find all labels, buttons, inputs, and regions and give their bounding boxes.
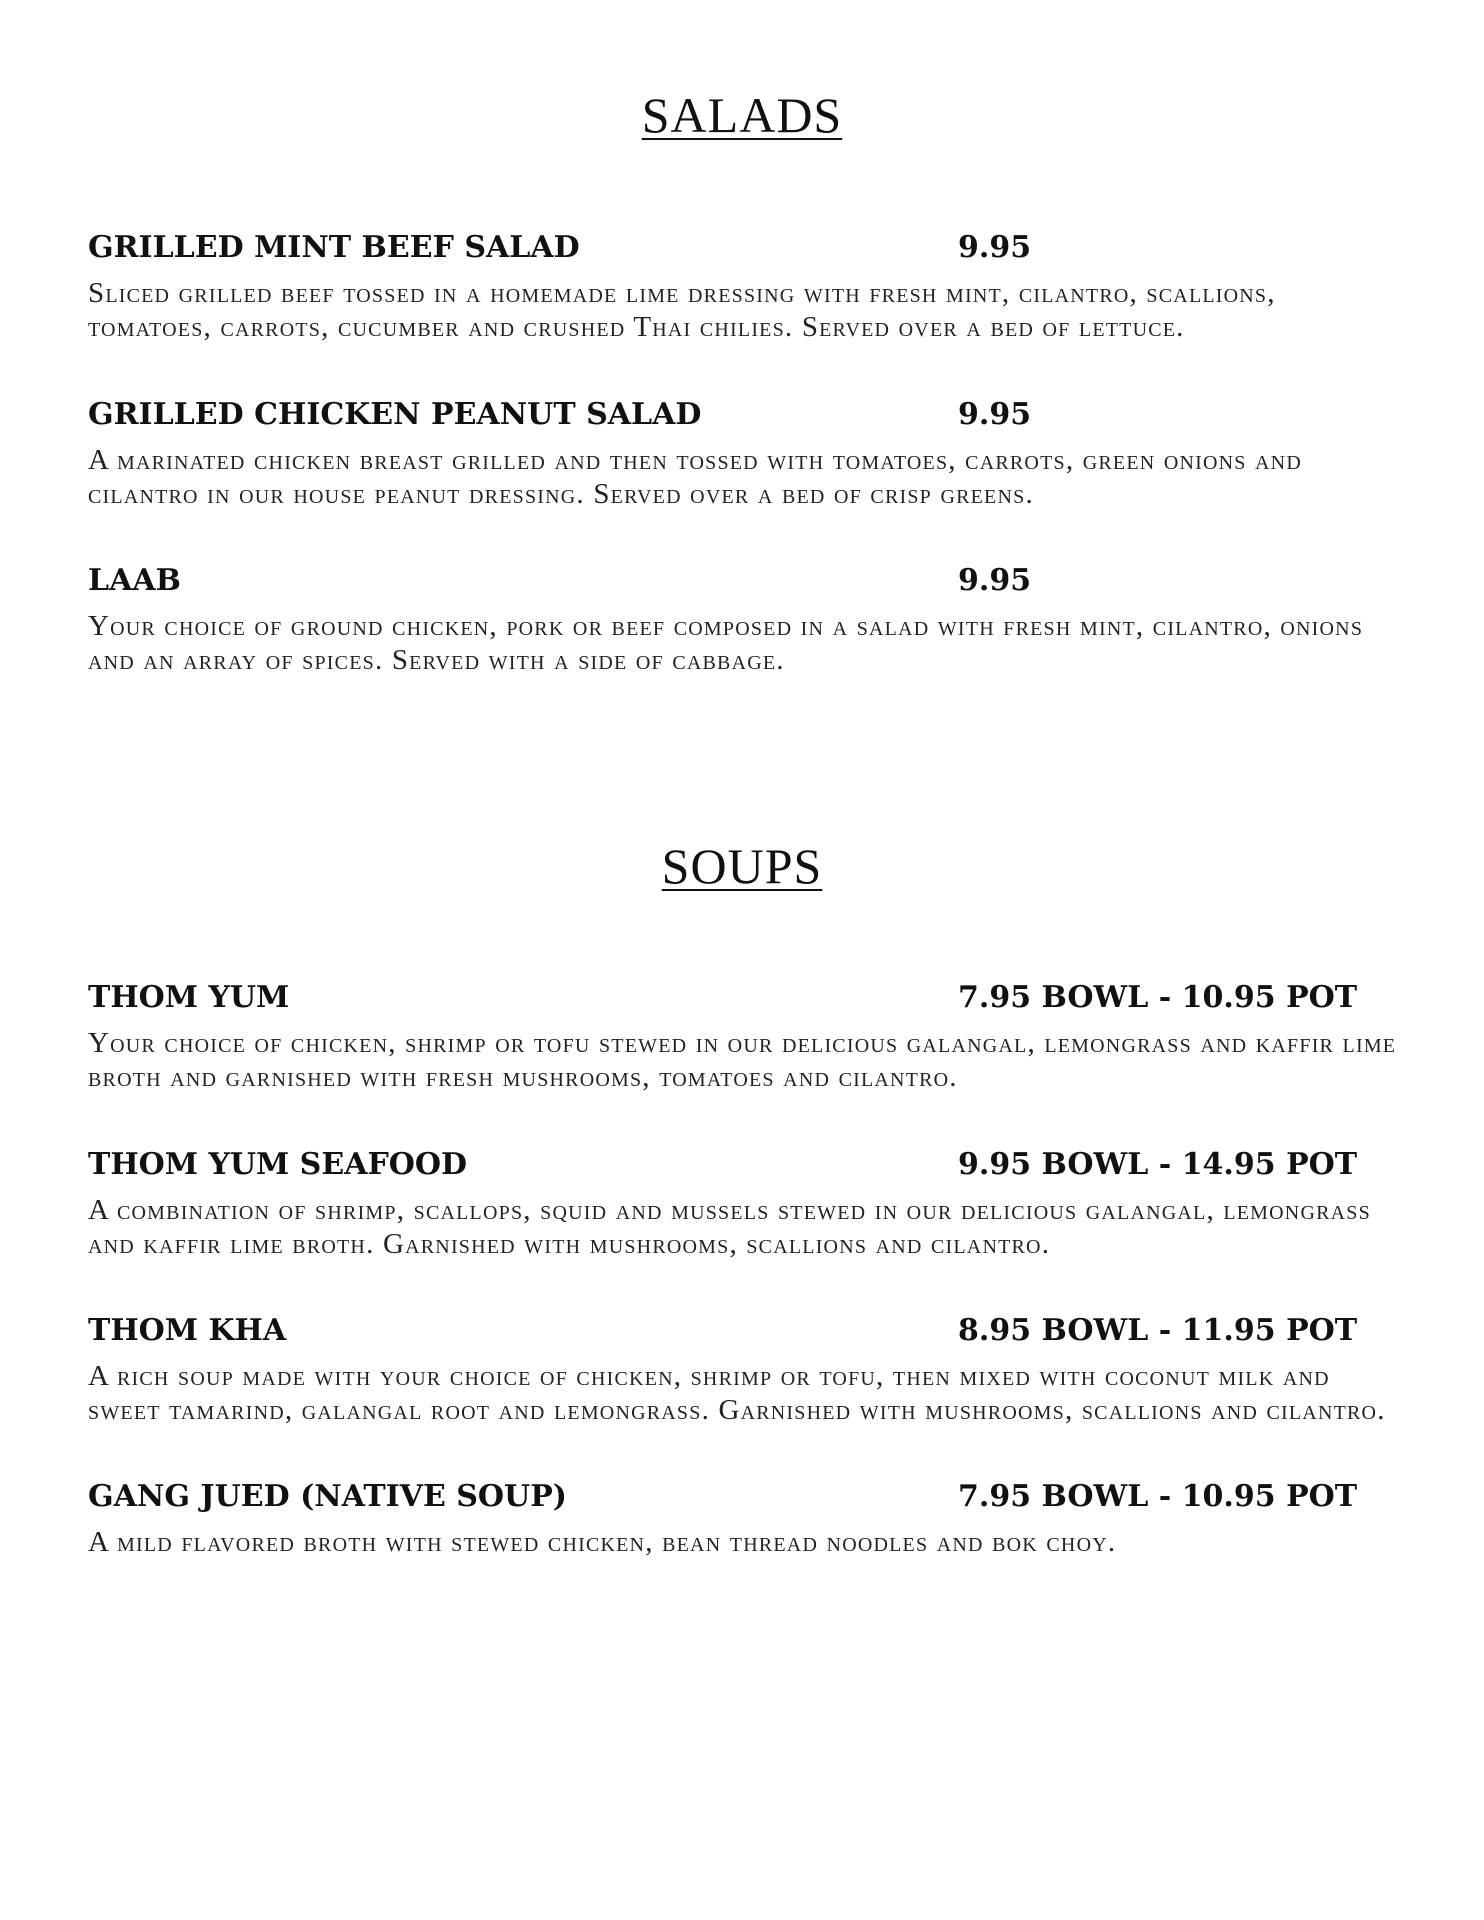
item-price: 7.95 BOWL - 10.95 POT bbox=[958, 1479, 1358, 1514]
item-name: LAAB bbox=[88, 563, 182, 598]
menu-item-thom-yum-seafood bbox=[88, 1145, 1398, 1261]
item-name: GRILLED MINT BEEF SALAD bbox=[88, 230, 580, 265]
item-description: Your choice of ground chicken, pork or beef composed in a salad with fresh mint, cilantro, onions and an array of spices. Served with a side of cabbage. bbox=[88, 610, 1364, 676]
menu-item-grilled-chicken-peanut-salad bbox=[88, 395, 1398, 511]
item-description: A rich soup made with your choice of chicken, shrimp or tofu, then mixed with coconut milk and sweet tamarind, galangal root and lemongrass. Garnished with mushrooms, scallions and cilantro. bbox=[88, 1360, 1386, 1426]
item-description: Your choice of chicken, shrimp or tofu stewed in our delicious galangal, lemongrass and kaffir lime broth and garnished with fresh mushrooms, tomatoes and cilantro. bbox=[88, 1027, 1397, 1093]
item-description: Sliced grilled beef tossed in a homemade lime dressing with fresh mint, cilantro, scallions, tomatoes, carrots, cucumber and crushed Thai chilies. Served over a bed of lettuce. bbox=[88, 277, 1276, 343]
menu-item-gang-jued bbox=[88, 1477, 1398, 1559]
salads-heading bbox=[0, 86, 1484, 144]
item-price: 7.95 BOWL - 10.95 POT bbox=[958, 980, 1358, 1015]
item-price: 9.95 bbox=[958, 397, 1032, 432]
soups-heading bbox=[0, 837, 1484, 895]
menu-item-laab bbox=[88, 561, 1398, 677]
item-name: THOM YUM bbox=[88, 980, 290, 1015]
item-name: GRILLED CHICKEN PEANUT SALAD bbox=[88, 397, 702, 432]
menu-item-thom-yum bbox=[88, 978, 1398, 1094]
item-name: THOM KHA bbox=[88, 1313, 287, 1348]
menu-item-thom-kha bbox=[88, 1311, 1398, 1427]
item-name: GANG JUED (NATIVE SOUP) bbox=[88, 1479, 567, 1514]
item-price: 9.95 bbox=[958, 230, 1032, 265]
item-price: 9.95 BOWL - 14.95 POT bbox=[958, 1147, 1358, 1182]
menu-item-grilled-mint-beef-salad bbox=[88, 228, 1398, 344]
item-description: A mild flavored broth with stewed chicken, bean thread noodles and bok choy. bbox=[88, 1526, 1117, 1558]
salads-heading-text: SALADS bbox=[641, 87, 843, 143]
item-price: 8.95 BOWL - 11.95 POT bbox=[958, 1313, 1358, 1348]
item-description: A marinated chicken breast grilled and then tossed with tomatoes, carrots, green onions and cilantro in our house peanut dressing. Served over a bed of crisp greens. bbox=[88, 444, 1302, 510]
item-description: A combination of shrimp, scallops, squid and mussels stewed in our delicious galangal, lemongrass and kaffir lime broth. Garnished with mushrooms, scallions and cilantro. bbox=[88, 1194, 1371, 1260]
item-price: 9.95 bbox=[958, 563, 1032, 598]
item-name: THOM YUM SEAFOOD bbox=[88, 1147, 468, 1182]
soups-heading-text: SOUPS bbox=[661, 838, 823, 894]
